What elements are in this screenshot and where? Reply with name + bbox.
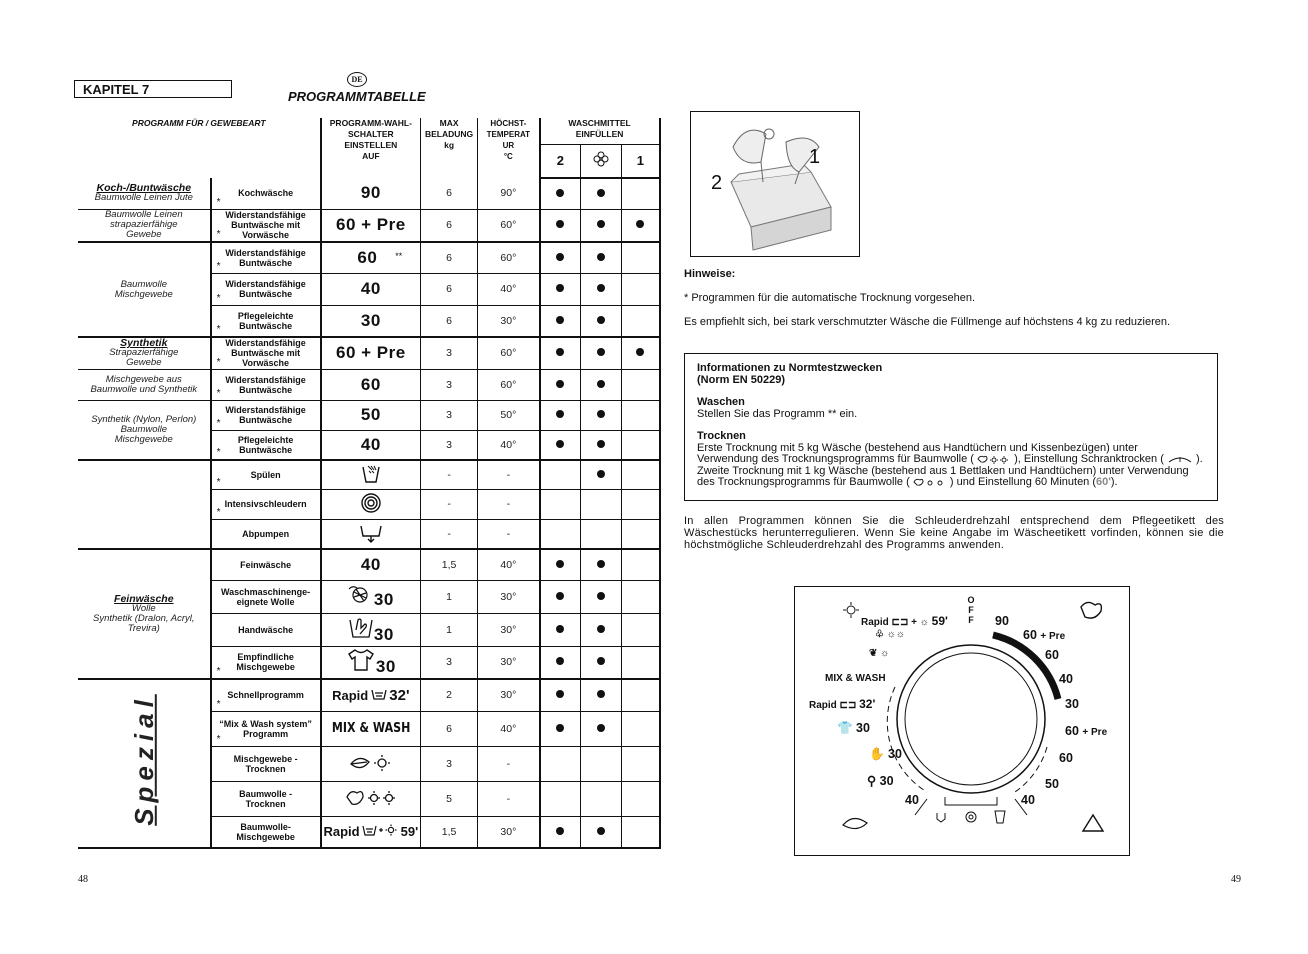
filled-dot (556, 592, 564, 600)
max-temp-cell: 60° (478, 337, 540, 369)
max-temp-cell: - (478, 460, 540, 489)
max-temp-cell: 60° (478, 369, 540, 400)
filled-dot (597, 189, 605, 197)
table-row (78, 460, 660, 489)
selector-cell: 30 (321, 646, 421, 679)
rinse-icon (360, 477, 382, 487)
max-temp-cell: 40° (478, 273, 540, 305)
selector-cell (321, 430, 421, 460)
selector-cell (321, 711, 421, 746)
selector-value: 60 (360, 374, 381, 394)
max-load-cell: 1,5 (421, 549, 478, 580)
dial-40-a: 40 (1059, 672, 1073, 686)
detergent-1-cell (622, 400, 660, 430)
detergent-2-cell (540, 305, 581, 337)
program-name: Widerstandsfähige Buntwäsche * (211, 400, 321, 430)
table-row (78, 178, 660, 209)
detergent-2-cell (540, 460, 581, 489)
program-name: Widerstandsfähige Buntwäsche * (211, 242, 321, 273)
filled-dot (556, 724, 564, 732)
category-cell: Mischgewebe aus Baumwolle und Synthetik (78, 369, 211, 400)
detergent-2-cell (540, 711, 581, 746)
dial-60-pre-b: 60 + Pre (1065, 724, 1108, 738)
program-name: Handwäsche (211, 613, 321, 646)
trocknen-line-4: des Trocknungsprogramms für Baumwolle ( ) und Einstellung 60 Minuten (60'). (697, 476, 1118, 488)
selector-cell (321, 337, 421, 369)
filled-dot (597, 625, 605, 633)
category-cell: Feinwäsche Wolle Synthetik (Dralon, Acryl, Trevira) (78, 549, 211, 679)
detergent-1-cell (622, 679, 660, 711)
category-feinwaesche-title: Feinwäsche (114, 593, 174, 605)
waschen-title: Waschen (697, 396, 745, 408)
selector-value: 60 + Pre (335, 215, 406, 235)
detergent-softener-cell (581, 519, 622, 549)
detergent-1-cell (622, 178, 660, 209)
max-load-cell: 6 (421, 711, 478, 746)
detergent-2-cell (540, 178, 581, 209)
detergent-1-cell (622, 369, 660, 400)
selector-value: 40 (360, 434, 381, 454)
detergent-1-cell (622, 305, 660, 337)
detergent-softener-cell (581, 337, 622, 369)
category-cell: Baumwolle Mischgewebe (78, 242, 211, 337)
drawer-label-1: 1 (809, 146, 821, 168)
detergent-2-cell (540, 549, 581, 580)
filled-dot (597, 220, 605, 228)
detergent-1-cell (622, 489, 660, 519)
category-cell (78, 178, 211, 209)
selector-cell (321, 369, 421, 400)
max-temp-cell: 60° (478, 242, 540, 273)
dry-cotton-icon (913, 477, 947, 487)
selector-cell (321, 746, 421, 781)
max-temp-cell: 30° (478, 613, 540, 646)
selector-cell (321, 273, 421, 305)
dial-left-40: 40 (905, 793, 919, 807)
filled-dot (556, 284, 564, 292)
filled-dot (597, 284, 605, 292)
detergent-softener-cell (581, 209, 622, 242)
program-name: Abpumpen (211, 519, 321, 549)
selector-cell (321, 178, 421, 209)
dial-left-30-b: ✋ 30 (869, 747, 902, 761)
table-row (78, 400, 660, 430)
category-cell: Synthetik Strapazierfähige Gewebe (78, 337, 211, 369)
dry-synthetic-icon (349, 766, 393, 776)
detergent-2-cell (540, 400, 581, 430)
selector-cell (321, 305, 421, 337)
detergent-2-cell (540, 430, 581, 460)
max-load-cell: 2 (421, 679, 478, 711)
dial-off-label: OFF (967, 595, 975, 625)
selector-cell: Rapid 32' (321, 679, 421, 711)
program-name: Pflegeleichte Buntwäsche * (211, 305, 321, 337)
page-number-right: 49 (1231, 874, 1241, 885)
detergent-1-cell (622, 430, 660, 460)
detergent-softener-cell (581, 711, 622, 746)
filled-dot (556, 440, 564, 448)
spin-icon (360, 506, 382, 516)
detergent-softener-cell (581, 613, 622, 646)
filled-dot (597, 592, 605, 600)
filled-dot (597, 827, 605, 835)
hint-2: Es empfiehlt sich, bei stark verschmutzter Wäsche die Füllmenge auf höchstens 4 kg zu reduzieren. (684, 316, 1171, 328)
max-load-cell: 3 (421, 646, 478, 679)
max-temp-cell: 30° (478, 646, 540, 679)
filled-dot (597, 470, 605, 478)
category-cell: Synthetik (Nylon, Perlon) Baumwolle Mischgewebe (78, 400, 211, 460)
selector-value: 90 (360, 183, 381, 203)
dry-cotton-icon (977, 454, 1011, 464)
filled-dot (597, 253, 605, 261)
selector-cell (321, 209, 421, 242)
max-temp-cell: 40° (478, 549, 540, 580)
program-name: Widerstandsfähige Buntwäsche * (211, 273, 321, 305)
filled-dot (556, 220, 564, 228)
detergent-1-cell (622, 646, 660, 679)
filled-dot (556, 189, 564, 197)
compartment-2-header: 2 (540, 144, 581, 178)
max-temp-cell: 50° (478, 400, 540, 430)
dial-30: 30 (1065, 697, 1079, 711)
filled-dot (556, 625, 564, 633)
detergent-2-cell (540, 613, 581, 646)
detergent-softener-cell (581, 489, 622, 519)
detergent-1-cell (622, 613, 660, 646)
trocknen-title: Trocknen (697, 430, 746, 442)
detergent-2-cell (540, 209, 581, 242)
max-load-cell: 1 (421, 613, 478, 646)
selector-value: 50 (360, 405, 381, 424)
selector-cell: 60 ** (321, 242, 421, 273)
filled-dot (556, 316, 564, 324)
program-name: Kochwäsche * (211, 178, 321, 209)
mix-wash-label: MIX & WASH (331, 721, 411, 736)
col-header-program: PROGRAMM FÜR / GEWEBEART (132, 118, 266, 128)
selector-value: 30 (360, 310, 381, 330)
category-cell (78, 460, 211, 549)
dial-60-pre: 60 + Pre (1023, 628, 1066, 642)
max-load-cell: 6 (421, 273, 478, 305)
detergent-1-cell (622, 519, 660, 549)
program-name: Mischgewebe - Trocknen (211, 746, 321, 781)
col-header-max-temp: HÖCHST- TEMPERAT UR °C (478, 118, 540, 178)
selector-cell (321, 781, 421, 816)
program-name: Baumwolle - Trocknen (211, 781, 321, 816)
selector-cell (321, 400, 421, 430)
dial-mix-wash: MIX & WASH (825, 673, 886, 684)
info-title: Informationen zu Normtestzwecken (697, 362, 883, 374)
category-koch-title: Koch-/Buntwäsche (96, 182, 192, 195)
detergent-1-cell (622, 549, 660, 580)
language-badge: DE (347, 72, 367, 87)
shirt-icon (346, 664, 376, 674)
detergent-1-cell (622, 242, 660, 273)
max-load-cell: 1,5 (421, 816, 478, 848)
basin-sun-icon (362, 828, 398, 838)
detergent-1-cell (622, 711, 660, 746)
detergent-2-cell (540, 646, 581, 679)
filled-dot (556, 348, 564, 356)
basin-icon (371, 692, 387, 702)
filled-dot (597, 690, 605, 698)
program-dial-figure (794, 586, 1130, 856)
filled-dot (556, 657, 564, 665)
selector-cell: 30 (321, 613, 421, 646)
hint-1: * Programmen für die automatische Trocknung vorgesehen. (684, 292, 976, 304)
program-name: Feinwäsche (211, 549, 321, 580)
page-title: PROGRAMMTABELLE (288, 89, 426, 104)
detergent-softener-cell (581, 580, 622, 613)
detergent-1-cell (622, 816, 660, 848)
detergent-2-cell (540, 781, 581, 816)
flower-icon (593, 151, 609, 167)
max-temp-cell: 60° (478, 209, 540, 242)
max-temp-cell: 40° (478, 430, 540, 460)
filled-dot (636, 220, 644, 228)
drawer-label-2: 2 (711, 172, 723, 194)
filled-dot (597, 348, 605, 356)
max-load-cell: 3 (421, 400, 478, 430)
max-load-cell: 6 (421, 178, 478, 209)
filled-dot (556, 410, 564, 418)
max-temp-cell: - (478, 746, 540, 781)
max-temp-cell: 30° (478, 679, 540, 711)
selector-cell: 30 (321, 580, 421, 613)
compartment-softener-header (581, 144, 622, 178)
category-spezial-title: Spezial (128, 694, 159, 826)
program-table (78, 118, 661, 849)
detergent-1-cell (622, 273, 660, 305)
max-load-cell: 3 (421, 369, 478, 400)
program-name: Baumwolle- Mischgewebe (211, 816, 321, 848)
detergent-1-cell (622, 337, 660, 369)
detergent-softener-cell (581, 430, 622, 460)
table-row (78, 242, 660, 273)
detergent-2-cell (540, 369, 581, 400)
program-name: Waschmaschinenge- eignete Wolle (211, 580, 321, 613)
detergent-1-cell (622, 580, 660, 613)
detergent-1-cell (622, 460, 660, 489)
detergent-1-cell (622, 781, 660, 816)
norm-test-info-box (684, 353, 1218, 501)
filled-dot (597, 410, 605, 418)
filled-dot (636, 348, 644, 356)
info-norm: (Norm EN 50229) (697, 373, 786, 386)
detergent-softener-cell (581, 242, 622, 273)
program-name: Empfindliche Mischgewebe * (211, 646, 321, 679)
program-name: Widerstandsfähige Buntwäsche * (211, 369, 321, 400)
category-synthetik-title: Synthetik (120, 337, 168, 350)
table-row (78, 679, 660, 711)
max-load-cell: 3 (421, 430, 478, 460)
filled-dot (556, 253, 564, 261)
max-temp-cell: 90° (478, 178, 540, 209)
selector-value: 40 (360, 554, 381, 574)
max-load-cell: 6 (421, 305, 478, 337)
max-load-cell: 5 (421, 781, 478, 816)
selector-cell (321, 549, 421, 580)
filled-dot (556, 560, 564, 568)
filled-dot (597, 657, 605, 665)
detergent-softener-cell (581, 549, 622, 580)
max-load-cell: 3 (421, 746, 478, 781)
trocknen-line-1: Erste Trocknung mit 5 kg Wäsche (bestehend aus Handtüchern und Kissenbezügen) unter (697, 441, 1138, 454)
dial-dry-cotton: ♧ ☼☼ (875, 629, 906, 640)
program-name: Intensivschleudern * (211, 489, 321, 519)
max-load-cell: - (421, 489, 478, 519)
dial-60-a: 60 (1045, 648, 1059, 662)
detergent-softener-cell (581, 273, 622, 305)
category-cell (78, 679, 211, 848)
max-load-cell: 1 (421, 580, 478, 613)
selector-cell: Rapid 59' (321, 816, 421, 848)
table-row (78, 549, 660, 580)
detergent-softener-cell (581, 679, 622, 711)
dial-90: 90 (995, 614, 1009, 628)
filled-dot (597, 724, 605, 732)
dial-rapid-59: Rapid ⊏⊐ + ☼ 59' (861, 614, 948, 628)
max-temp-cell: 30° (478, 580, 540, 613)
filled-dot (556, 380, 564, 388)
filled-dot (597, 380, 605, 388)
detergent-softener-cell (581, 178, 622, 209)
detergent-2-cell (540, 679, 581, 711)
selector-cell (321, 489, 421, 519)
wool-icon (348, 597, 374, 607)
category-koch-sub: Baumwolle Leinen Jute (94, 192, 193, 204)
max-temp-cell: - (478, 781, 540, 816)
program-name: Spülen * (211, 460, 321, 489)
spin-speed-paragraph: In allen Programmen können Sie die Schleuderdrehzahl entsprechend dem Pflegeetikett des Wäschestücks herunterregulieren. Wenn Sie keine Angabe im Wäscheetikett vorfinden, können sie die höchstmögliche Schleuderdrehzahl des Programms anwenden. (684, 515, 1224, 551)
detergent-softener-cell (581, 305, 622, 337)
detergent-2-cell (540, 337, 581, 369)
detergent-2-cell (540, 519, 581, 549)
program-rows (78, 178, 660, 848)
detergent-2-cell (540, 746, 581, 781)
detergent-2-cell (540, 489, 581, 519)
cupboard-dry-icon (1167, 454, 1193, 464)
hints-title: Hinweise: (684, 268, 736, 280)
program-name: Widerstandsfähige Buntwäsche mit Vorwäsche * (211, 209, 321, 242)
detergent-2-cell (540, 816, 581, 848)
category-cell: Baumwolle Leinen strapazierfähige Gewebe (78, 209, 211, 242)
detergent-2-cell (540, 273, 581, 305)
max-load-cell: 3 (421, 337, 478, 369)
detergent-softener-cell (581, 746, 622, 781)
handwash-icon (348, 632, 374, 642)
trocknen-line-3: Zweite Trocknung mit 1 kg Wäsche (bestehend aus 1 Bettlaken und Handtüchern) unter Verwendung (697, 464, 1189, 477)
program-name: Schnellprogramm * (211, 679, 321, 711)
detergent-softener-cell (581, 460, 622, 489)
selector-value: 40 (360, 279, 381, 298)
dial-dry-synthetic: ❦ ☼ (869, 648, 890, 659)
table-row (78, 369, 660, 400)
filled-dot (556, 827, 564, 835)
max-load-cell: 6 (421, 209, 478, 242)
max-load-cell: 6 (421, 242, 478, 273)
filled-dot (556, 690, 564, 698)
filled-dot (597, 560, 605, 568)
dial-50: 50 (1045, 777, 1059, 791)
max-load-cell: - (421, 519, 478, 549)
drain-icon (359, 536, 383, 546)
trocknen-line-2: Verwendung des Trocknungsprogramms für Baumwolle ( ), Einstellung Schranktrocken ( ). (697, 453, 1203, 465)
detergent-2-cell (540, 580, 581, 613)
selector-cell (321, 519, 421, 549)
program-name: “Mix & Wash system” Programm * (211, 711, 321, 746)
compartment-1-header: 1 (622, 144, 660, 178)
selector-value: 60 (357, 247, 378, 267)
detergent-softener-cell (581, 816, 622, 848)
table-row (78, 337, 660, 369)
filled-dot (597, 316, 605, 324)
chapter-label: KAPITEL 7 (74, 80, 232, 98)
dial-left-30-c: ⚲ 30 (867, 774, 894, 788)
col-header-selector: PROGRAMM-WAHL- SCHALTER EINSTELLEN AUF (321, 118, 421, 178)
max-temp-cell: - (478, 489, 540, 519)
max-load-cell: - (421, 460, 478, 489)
dial-40-b: 40 (1021, 793, 1035, 807)
table-row (78, 209, 660, 242)
max-temp-cell: 30° (478, 816, 540, 848)
page-number-left: 48 (78, 874, 88, 885)
col-header-detergent: WASCHMITTEL EINFÜLLEN (540, 118, 660, 144)
selector-cell (321, 460, 421, 489)
dial-60-b: 60 (1059, 751, 1073, 765)
detergent-softener-cell (581, 400, 622, 430)
max-temp-cell: - (478, 519, 540, 549)
detergent-2-cell (540, 242, 581, 273)
detergent-1-cell (622, 209, 660, 242)
max-temp-cell: 30° (478, 305, 540, 337)
detergent-drawer-figure (690, 111, 860, 257)
program-name: Pflegeleichte Buntwäsche * (211, 430, 321, 460)
program-name: Widerstandsfähige Buntwäsche mit Vorwäsche * (211, 337, 321, 369)
dial-rapid-32: Rapid ⊏⊐ 32' (809, 697, 876, 711)
filled-dot (597, 440, 605, 448)
detergent-softener-cell (581, 646, 622, 679)
max-temp-cell: 40° (478, 711, 540, 746)
detergent-1-cell (622, 746, 660, 781)
selector-value: 60 + Pre (335, 343, 406, 363)
detergent-softener-cell (581, 369, 622, 400)
detergent-softener-cell (581, 781, 622, 816)
dial-left-30-a: 👕 30 (837, 721, 870, 735)
dry-cotton-icon (345, 801, 397, 811)
col-header-max-load: MAX BELADUNG kg (421, 118, 478, 178)
waschen-text: Stellen Sie das Programm ** ein. (697, 407, 858, 420)
